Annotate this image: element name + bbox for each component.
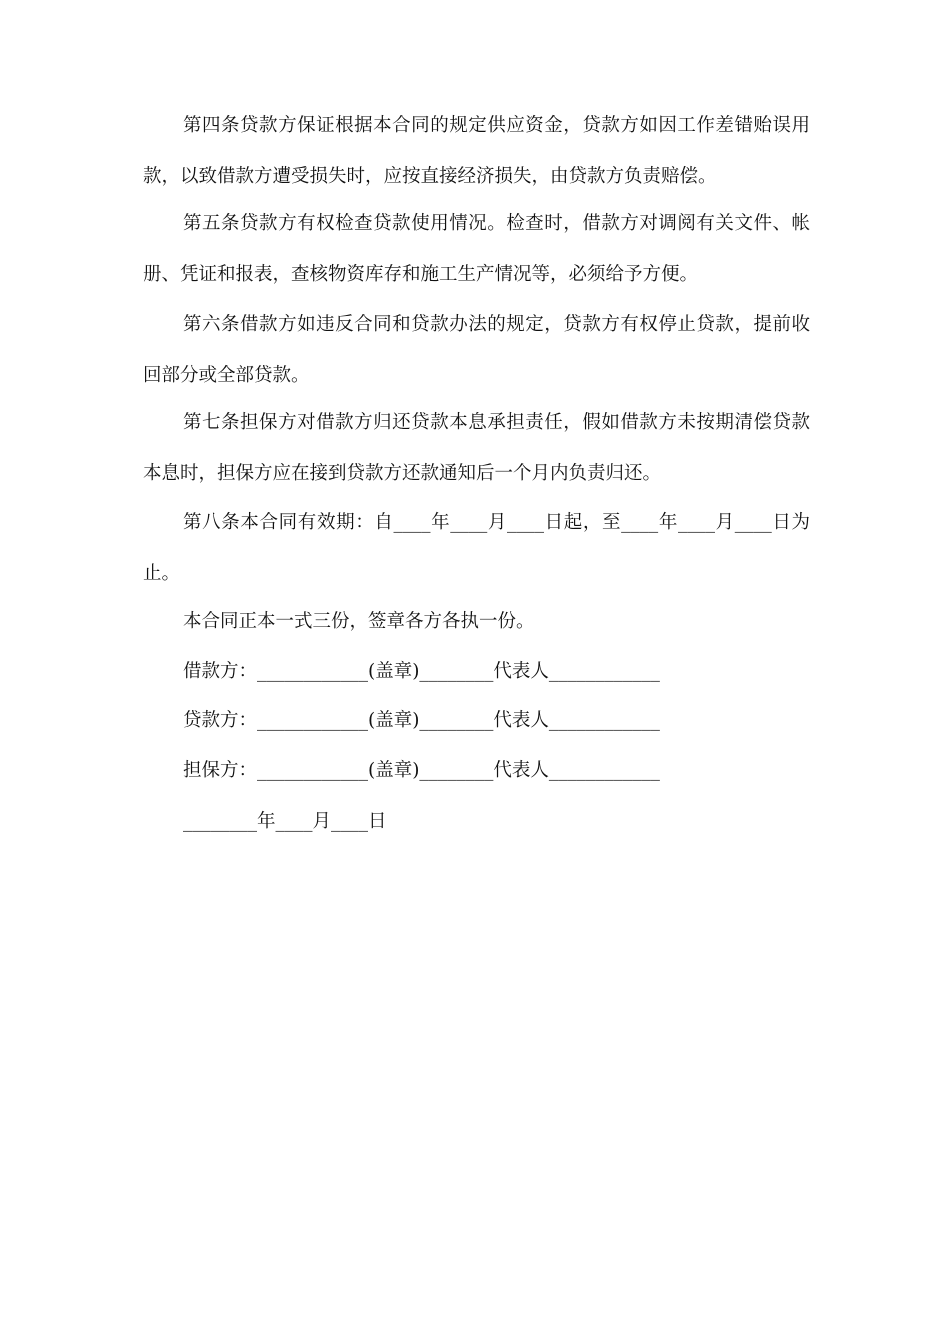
lender-signature-line: 贷款方：____________(盖章)________代表人____________ <box>183 710 660 731</box>
copies-note: 本合同正本一式三份，签章各方各执一份。 <box>183 611 535 632</box>
date-line: ________年____月____日 <box>183 811 387 832</box>
article-7-paragraph: 第七条担保方对借款方归还贷款本息承担责任，假如借款方未按期清偿贷款本息时，担保方应在接到贷款方还款通知后一个月内负责归还。 <box>143 412 810 484</box>
article-5-paragraph: 第五条贷款方有权检查贷款使用情况。检查时，借款方对调阅有关文件、帐册、凭证和报表，查核物资库存和施工生产情况等，必须给予方便。 <box>143 213 810 285</box>
article-8-paragraph: 第八条本合同有效期：自____年____月____日起，至____年____月____日为止。 <box>143 512 810 584</box>
guarantor-signature-line: 担保方：____________(盖章)________代表人____________ <box>183 760 660 781</box>
article-6-paragraph: 第六条借款方如违反合同和贷款办法的规定，贷款方有权停止贷款，提前收回部分或全部贷款。 <box>143 314 810 386</box>
article-4-paragraph: 第四条贷款方保证根据本合同的规定供应资金，贷款方如因工作差错贻误用款，以致借款方遭受损失时，应按直接经济损失，由贷款方负责赔偿。 <box>143 115 810 187</box>
borrower-signature-line: 借款方：____________(盖章)________代表人____________ <box>183 661 660 682</box>
